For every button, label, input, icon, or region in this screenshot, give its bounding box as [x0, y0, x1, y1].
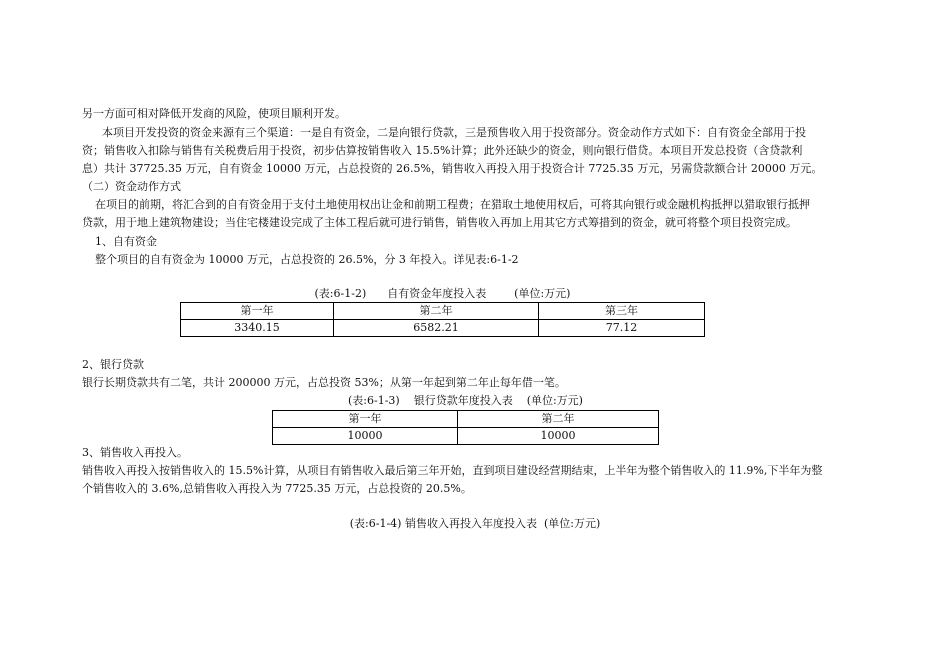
section-heading-2: （二）资金动作方式	[82, 180, 181, 193]
table-cell: 6582.21	[334, 320, 539, 337]
p-sales-line1: 销售收入再投入按销售收入的 15.5%计算，从项目有销售收入最后第三年开始，直到项目建设经营期结束，上半年为整个销售收入的 11.9%,下半年为整	[82, 464, 823, 477]
table-header-cell: 第二年	[458, 411, 659, 428]
p2-line2: 资；销售收入扣除与销售有关税费后用于投资，初步估算按销售收入 15.5%计算；此外还缺少的资金，则向银行借贷。本项目开发总投资（含贷款利	[82, 144, 803, 157]
table-own-funds	[180, 302, 705, 337]
p-sales-line2: 个销售收入的 3.6%,总销售收入再投入为 7725.35 万元，占总投资的 20.5%。	[82, 482, 472, 495]
p3-line1: 在项目的前期，将汇合到的自有资金用于支付土地使用权出让金和前期工程费；在猎取土地使用权后，可将其向银行或金融机构抵押以猎取银行抵押	[95, 198, 810, 211]
p2-line1: 本项目开发投资的资金来源有三个渠道：一是自有资金，二是向银行贷款，三是预售收入用于投资部分。资金动作方式如下：自有资金全部用于投	[102, 126, 806, 139]
table-header-cell: 第一年	[181, 303, 334, 320]
heading-own-funds: 1、自有资金	[95, 235, 157, 248]
table-header-cell: 第一年	[273, 411, 458, 428]
table2-caption: (表:6-1-3) 银行贷款年度投入表 (单位:万元)	[348, 394, 583, 407]
table-row	[181, 320, 705, 337]
table-row	[273, 428, 659, 445]
table-bank-loan	[272, 410, 659, 445]
table-row	[181, 303, 705, 320]
table-cell: 10000	[458, 428, 659, 445]
table-row	[273, 411, 659, 428]
table-header-cell: 第三年	[539, 303, 705, 320]
p-own-funds: 整个项目的自有资金为 10000 万元，占总投资的 26.5%，分 3 年投入。详见表:6-1-2	[95, 253, 519, 266]
table-header-cell: 第二年	[334, 303, 539, 320]
p2-line3: 息）共计 37725.35 万元，自有资金 10000 万元，占总投资的 26.5%，销售收入再投入用于投资合计 7725.35 万元，另需贷款额合计 20000 万元。	[82, 162, 823, 175]
table3-caption: (表:6-1-4) 销售收入再投入年度投入表 (单位:万元)	[349, 517, 601, 530]
p-bank-loan: 银行长期贷款共有二笔，共计 200000 万元，占总投资 53%；从第一年起到第二年止每年借一笔。	[82, 376, 566, 389]
p3-line2: 贷款，用于地上建筑物建设；当住宅楼建设完成了主体工程后就可进行销售，销售收入再加上用其它方式筹措到的资金，就可将整个项目投资完成。	[82, 216, 797, 229]
heading-sales-reinvest: 3、销售收入再投入。	[82, 446, 188, 459]
table-cell: 77.12	[539, 320, 705, 337]
table1-caption: (表:6-1-2) 自有资金年度投入表 (单位:万元)	[314, 287, 571, 300]
p1: 另一方面可相对降低开发商的风险，使项目顺利开发。	[82, 107, 346, 120]
heading-bank-loan: 2、银行贷款	[82, 358, 144, 371]
table-cell: 10000	[273, 428, 458, 445]
table-cell: 3340.15	[181, 320, 334, 337]
